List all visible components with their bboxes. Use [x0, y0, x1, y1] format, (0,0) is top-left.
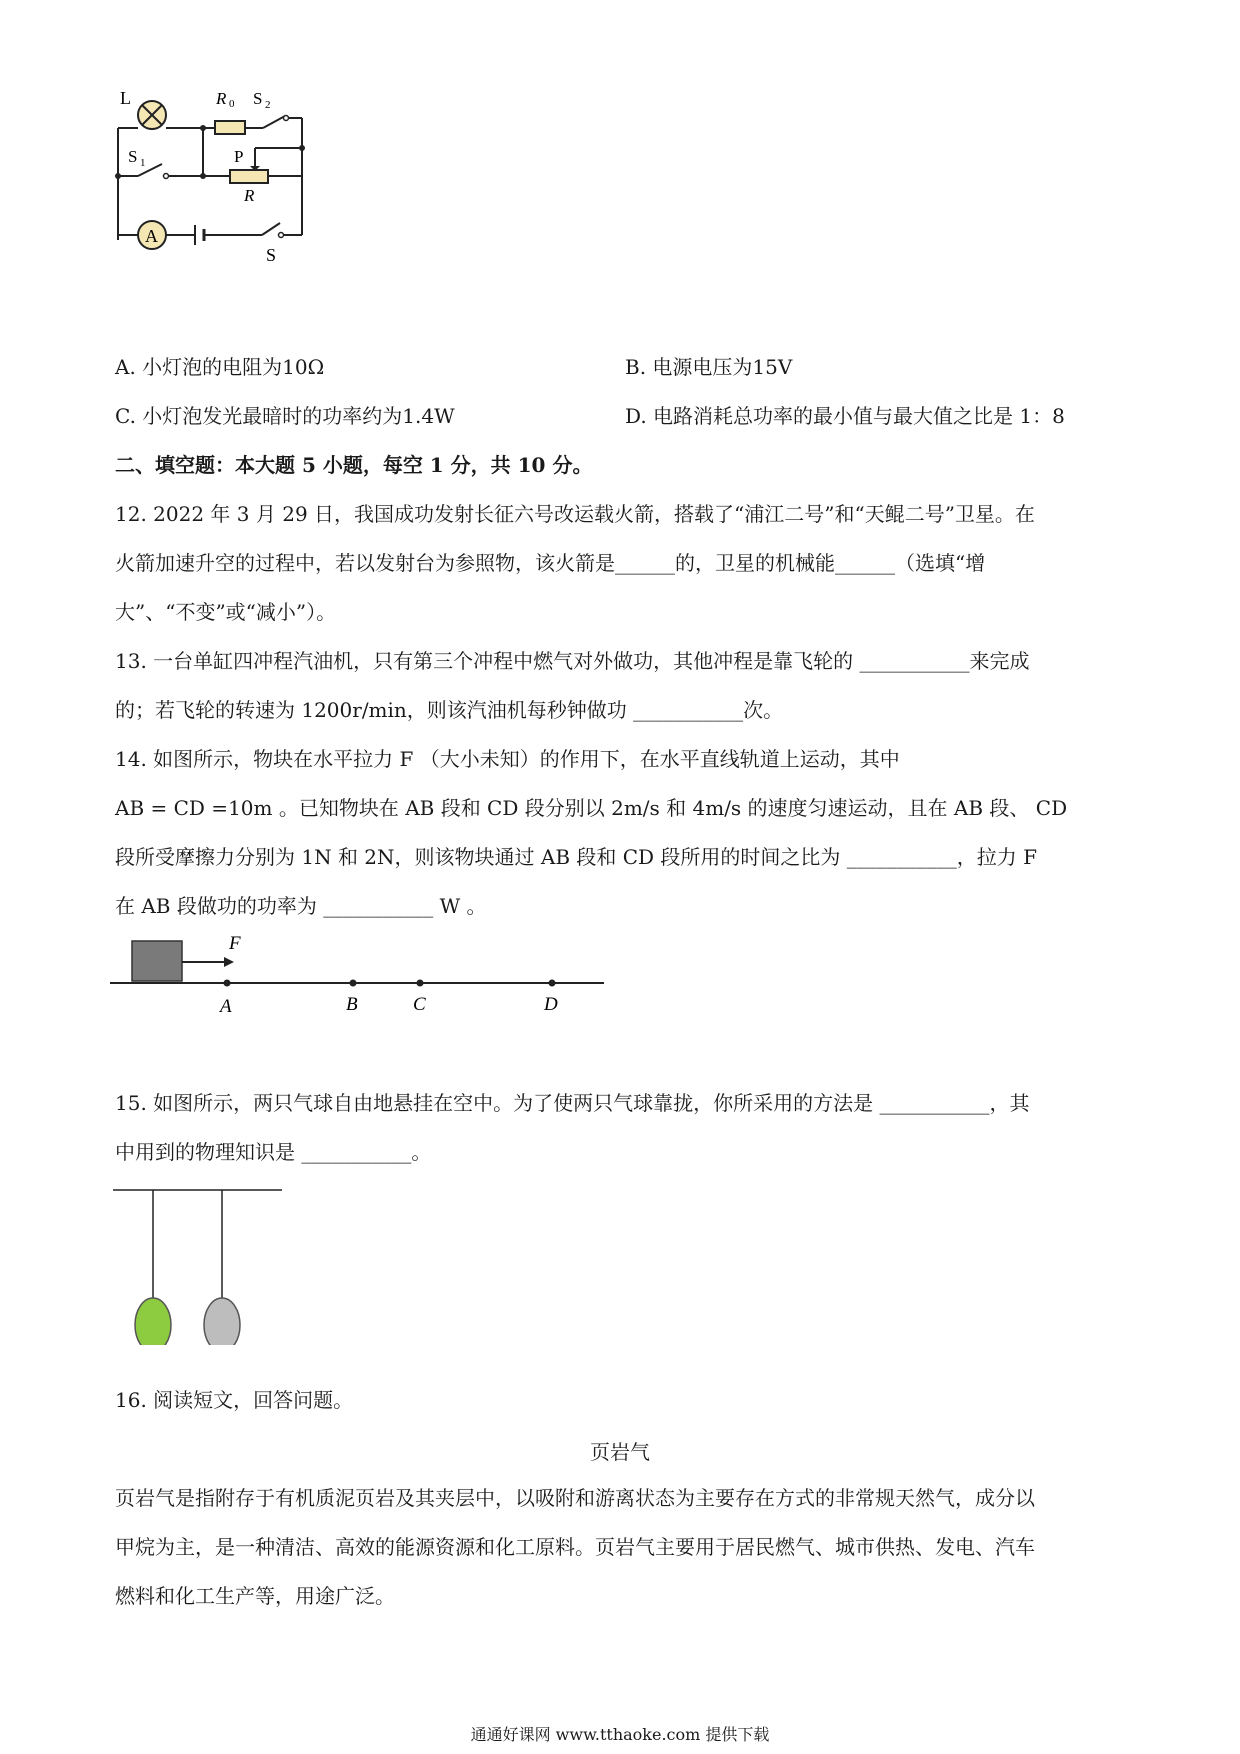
option-b: B. 电源电压为15V — [625, 355, 793, 379]
q14-line-1: 14. 如图所示，物块在水平拉力 F （大小未知）的作用下，在水平直线轨道上运动，其中 — [115, 747, 900, 771]
label-s1: S — [128, 147, 138, 166]
q15-line-2: 中用到的物理知识是 ___________。 — [115, 1140, 432, 1164]
q15-line-1: 15. 如图所示，两只气球自由地悬挂在空中。为了使两只气球靠拢，你所采用的方法是 ___________，其 — [115, 1091, 1030, 1115]
label-s: S — [266, 245, 277, 265]
label-r: R — [244, 186, 255, 205]
label-s1-sub: 1 — [140, 157, 146, 169]
label-r0: R — [216, 90, 227, 108]
passage-line-2: 甲烷为主，是一种清洁、高效的能源资源和化工原料。页岩气主要用于居民燃气、城市供热、发电、汽车 — [115, 1535, 1035, 1559]
r0-resistor — [215, 121, 245, 134]
q13-line-1: 13. 一台单缸四冲程汽油机，只有第三个冲程中燃气对外做功，其他冲程是靠飞轮的 ___________来完成 — [115, 649, 1030, 673]
balloons-diagram — [110, 1185, 290, 1345]
q14-line-4: 在 AB 段做功的功率为 ___________ W 。 — [115, 894, 487, 918]
label-point-c: C — [413, 994, 426, 1015]
label-s2: S — [253, 90, 263, 108]
q14-line-3: 段所受摩擦力分别为 1N 和 2N，则该物块通过 AB 段和 CD 段所用的时间之比为 ___________，拉力 F — [115, 845, 1038, 869]
q12-line-1: 12. 2022 年 3 月 29 日，我国成功发射长征六号改运载火箭，搭载了“浦江二号”和“天鲲二号”卫星。在 — [115, 502, 1035, 526]
balloon-right — [204, 1298, 240, 1345]
rheostat — [230, 170, 268, 183]
label-point-b: B — [346, 994, 358, 1015]
label-point-a: A — [220, 996, 232, 1015]
track-diagram — [110, 925, 610, 1015]
q12-line-2: 火箭加速升空的过程中，若以发射台为参照物，该火箭是______的，卫星的机械能______（选填“增 — [115, 551, 986, 575]
label-point-d: D — [544, 994, 558, 1015]
label-f: F — [229, 933, 241, 954]
balloon-left — [135, 1298, 171, 1345]
passage-line-1: 页岩气是指附存于有机质泥页岩及其夹层中，以吸附和游离状态为主要存在方式的非常规天然气，成分以 — [115, 1486, 1035, 1510]
q12-line-3: 大”、“不变”或“减小”）。 — [115, 600, 337, 624]
label-s2-sub: 2 — [265, 99, 271, 111]
option-c: C. 小灯泡发光最暗时的功率约为1.4W — [115, 404, 455, 428]
q13-line-2: 的；若飞轮的转速为 1200r/min，则该汽油机每秒钟做功 ___________次。 — [115, 698, 784, 722]
footer-watermark: 通通好课网 www.tthaoke.com 提供下载 — [470, 1725, 770, 1744]
option-a: A. 小灯泡的电阻为10Ω — [115, 355, 325, 379]
q14-line-2: AB = CD =10m 。已知物块在 AB 段和 CD 段分别以 2m/s 和 4m/s 的速度匀速运动，且在 AB 段、 CD — [115, 796, 1068, 820]
passage-line-3: 燃料和化工生产等，用途广泛。 — [115, 1584, 395, 1608]
label-l: L — [120, 90, 131, 108]
label-a: A — [145, 226, 158, 246]
section-heading: 二、填空题：本大题 5 小题，每空 1 分，共 10 分。 — [115, 453, 593, 477]
circuit-diagram — [100, 90, 360, 300]
label-p: P — [234, 147, 244, 166]
option-d: D. 电路消耗总功率的最小值与最大值之比是 1：8 — [625, 404, 1065, 428]
label-r0-sub: 0 — [229, 98, 235, 110]
q16-intro: 16. 阅读短文，回答问题。 — [115, 1388, 354, 1412]
passage-title: 页岩气 — [590, 1440, 650, 1464]
block — [132, 941, 182, 981]
